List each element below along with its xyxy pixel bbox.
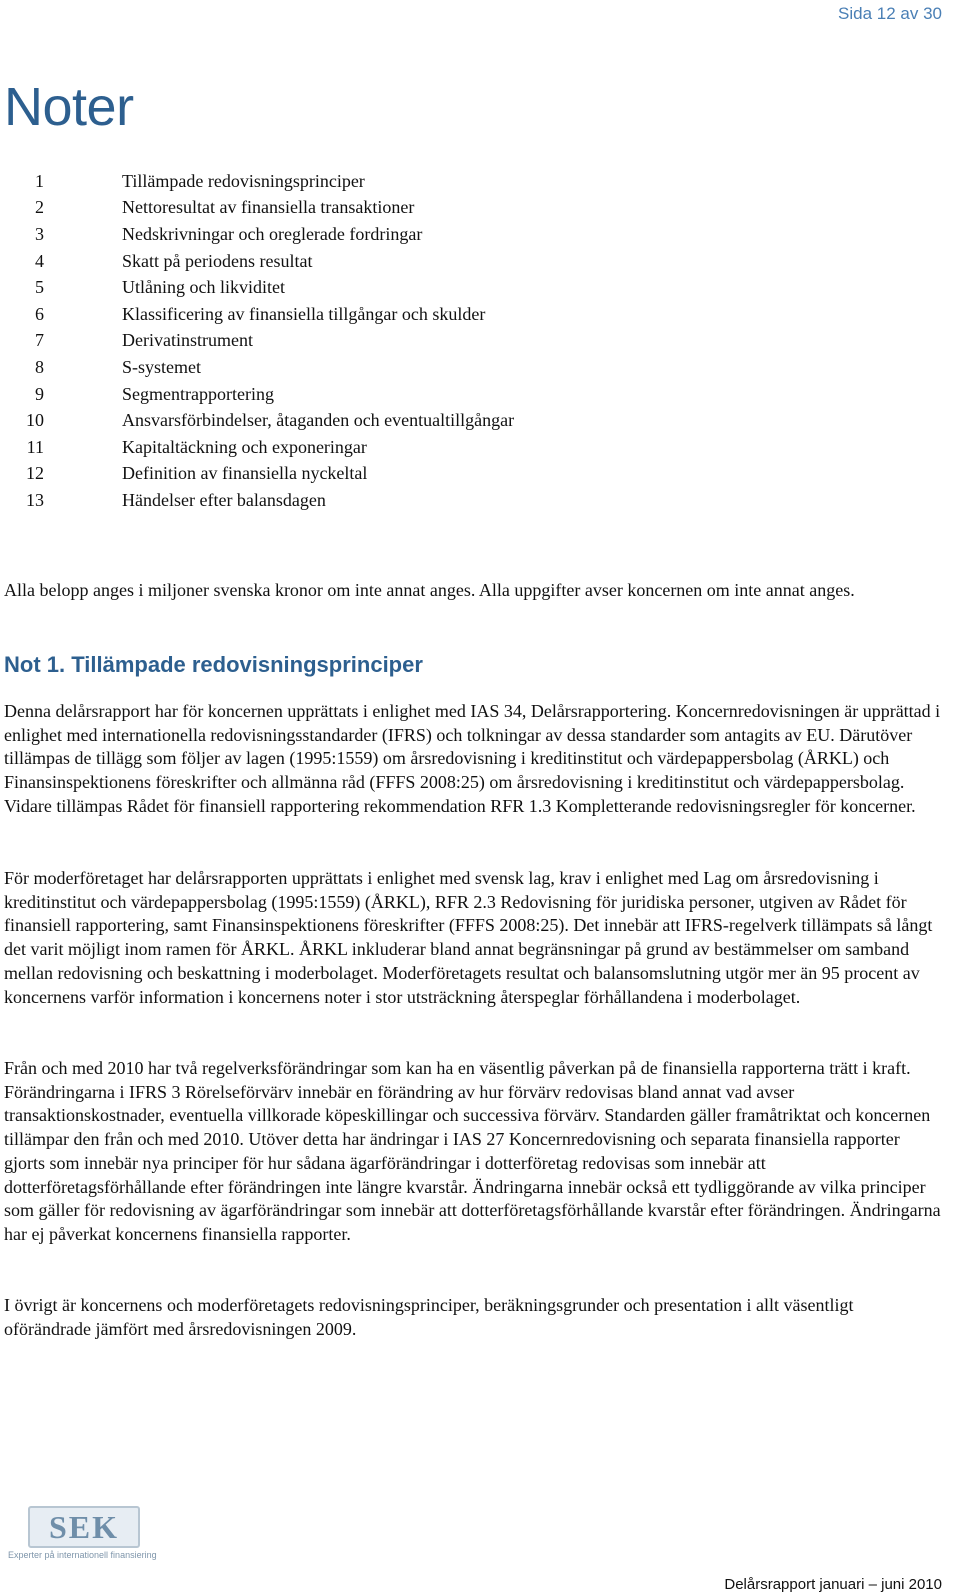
intro-paragraph: Alla belopp anges i miljoner svenska kronor om inte annat anges. Alla uppgifter avser koncernen om inte annat anges. (4, 580, 855, 600)
toc-number: 9 (35, 383, 44, 404)
toc-label: Utlåning och likviditet (122, 277, 285, 298)
logo-text: SEK (48, 1508, 120, 1545)
toc-label: Nettoresultat av finansiella transaktioner (122, 197, 415, 218)
toc-item (0, 221, 940, 248)
toc-item (0, 354, 940, 381)
footer-report-title: Delårsrapport januari – juni 2010 (724, 1576, 942, 1593)
toc-number: 13 (26, 489, 44, 510)
toc-label: Nedskrivningar och oreglerade fordringar (122, 223, 423, 244)
note-1-paragraph: Från och med 2010 har två regelverksförändringar som kan ha en väsentlig påverkan på de finansiella rapporterna trätt i kraft. Förändringarna i IFRS 3 Rörelseförvärv innebär en förändring av hur förvärv redovisas bland annat vad avser transaktionskostnader, eventuella villkorade köpeskillingar och successiva förvärv. Standarden gäller framåtriktat och koncernen tillämpar den från och med 2010. Utöver detta har ändringar i IAS 27 Koncernredovisning och separata finansiella rapporter gjorts som innebär nya principer för hur sådana ägarförändringar i dotterföretag redovisas som innebär att dotterföretagsförhållande efter förändringen inte längre kvarstår. Ändringarna innebär också ett tydliggörande av vilka principer som gäller för redovisning av ägarförändringar som innebär att dotterföretagsförhållande kvarstår efter förändringen. Ändringarna har ej påverkat koncernens finansiella rapporter. (4, 1058, 941, 1244)
note-1-paragraph: Denna delårsrapport har för koncernen upprättats i enlighet med IAS 34, Delårsrapportering. Koncernredovisningen är upprättad i enlighet med internationella redovisningsstandarder (IFRS) och tolkningar av dessa standarder som antagits av EU. Därutöver tillämpas de tillägg som följer av lagen (1995:1559) om årsredovisning i kreditinstitut och värdepappersbolag (ÅRKL) och Finansinspektionens föreskrifter och allmänna råd (FFFS 2008:25) om årsredovisning i kreditinstitut och värdepappersbolag. Vidare tillämpas Rådet för finansiell rapportering rekommendation RFR 1.3 Kompletterande redovisningsregler för koncerner. (4, 701, 941, 816)
toc-label: Segmentrapportering (122, 383, 274, 404)
toc-item (0, 195, 940, 222)
toc-item (0, 248, 940, 275)
toc-label: Händelser efter balansdagen (122, 489, 326, 510)
toc-number: 5 (35, 277, 44, 298)
toc-label: Definition av finansiella nyckeltal (122, 463, 368, 484)
logo-tagline: Experter på internationell finansiering (8, 1550, 157, 1560)
toc-item (0, 461, 940, 488)
note-1-paragraph: I övrigt är koncernens och moderföretagets redovisningsprinciper, beräkningsgrunder och presentation i allt väsentligt oförändrade jämfört med årsredovisningen 2009. (4, 1295, 854, 1339)
page-title: Noter (4, 77, 134, 137)
toc-item (0, 328, 940, 355)
toc-number: 2 (35, 197, 44, 218)
toc-item (0, 381, 940, 408)
note-1-paragraph: För moderföretaget har delårsrapporten upprättats i enlighet med svensk lag, krav i enlighet med Lag om årsredovisning i kreditinstitut och värdepappersbolag (1995:1559) (ÅRKL), RFR 2.3 Redovisning för juridiska personer, utgiven av Rådet för finansiell rapportering, samt Finansinspektionens föreskrifter (FFFS 2008:25). Det innebär att IFRS-regelverk tillämpats så långt det varit möjligt inom ramen för ÅRKL. ÅRKL inkluderar bland annat begränsningar på grund av bestämmelser om samband mellan redovisning och beskattning i moderbolaget. Moderföretagets resultat och balansomslutning utgör mer än 95 procent av koncernens varför information i koncernens noter i stor utsträckning återspeglar förhållandena i moderbolaget. (4, 868, 933, 1007)
toc-number: 1 (35, 170, 44, 191)
toc-item (0, 168, 940, 195)
toc-label: Klassificering av finansiella tillgångar och skulder (122, 303, 486, 324)
toc-number: 10 (26, 410, 44, 431)
toc-label: Ansvarsförbindelser, åtaganden och eventualtillgångar (122, 410, 515, 431)
toc-number: 6 (35, 303, 44, 324)
toc-number: 3 (35, 223, 44, 244)
toc-number: 8 (35, 356, 44, 377)
toc-number: 7 (35, 330, 44, 351)
toc-label: Derivatinstrument (122, 330, 253, 351)
toc-label: Tillämpade redovisningsprinciper (122, 170, 365, 191)
toc-label: S-systemet (122, 356, 201, 377)
toc-number: 12 (26, 463, 44, 484)
toc-item (0, 407, 940, 434)
toc-number: 4 (35, 250, 44, 271)
toc-label: Skatt på periodens resultat (122, 250, 313, 271)
toc-item (0, 301, 940, 328)
toc-item (0, 434, 940, 461)
logo-mark (28, 1506, 140, 1548)
toc-number: 11 (26, 436, 44, 457)
sek-logo (8, 1506, 157, 1566)
toc-label: Kapitaltäckning och exponeringar (122, 436, 367, 457)
toc-item (0, 487, 940, 514)
table-of-contents (0, 168, 940, 514)
page-number: Sida 12 av 30 (838, 4, 942, 23)
note-1-heading: Not 1. Tillämpade redovisningsprinciper (4, 652, 423, 677)
toc-item (0, 274, 940, 301)
